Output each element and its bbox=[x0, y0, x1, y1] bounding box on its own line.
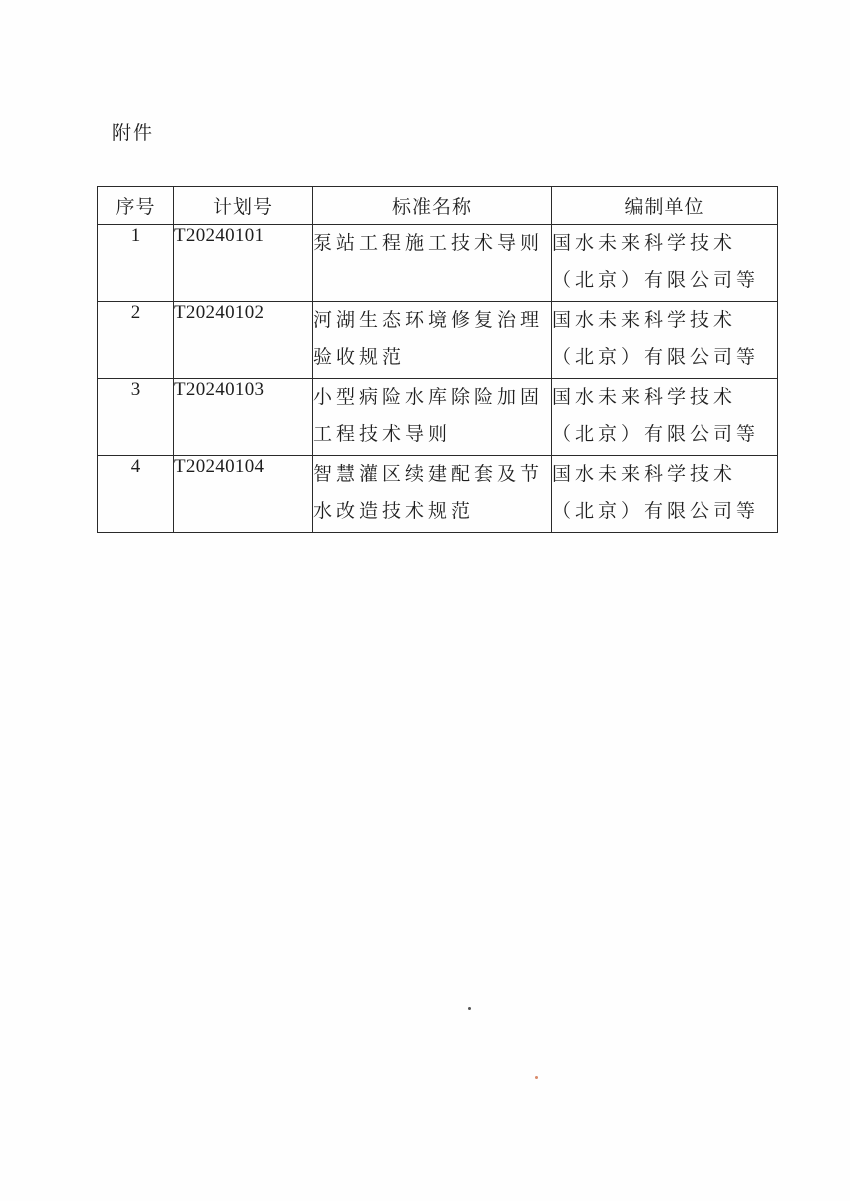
serial-number-cell: 1 bbox=[98, 225, 174, 302]
serial-number-cell: 3 bbox=[98, 379, 174, 456]
table-row bbox=[98, 302, 778, 379]
standard-name-cell: 泵站工程施工技术导则 bbox=[313, 225, 552, 302]
header-standard-name: 标准名称 bbox=[313, 187, 552, 225]
compiling-unit-cell: 国水未来科学技术（北京）有限公司等 bbox=[552, 456, 778, 533]
table-header-row bbox=[98, 187, 778, 225]
header-compiling-unit: 编制单位 bbox=[552, 187, 778, 225]
plan-number-cell: T20240103 bbox=[174, 379, 313, 456]
standard-name-cell: 河湖生态环境修复治理验收规范 bbox=[313, 302, 552, 379]
table-row bbox=[98, 225, 778, 302]
standards-table bbox=[97, 186, 778, 533]
standard-name-cell: 小型病险水库除险加固工程技术导则 bbox=[313, 379, 552, 456]
scan-speck bbox=[468, 1007, 471, 1010]
attachment-label: 附件 bbox=[112, 122, 155, 144]
header-serial-number: 序号 bbox=[98, 187, 174, 225]
table-row bbox=[98, 379, 778, 456]
scan-speck bbox=[535, 1076, 538, 1079]
compiling-unit-cell: 国水未来科学技术（北京）有限公司等 bbox=[552, 302, 778, 379]
plan-number-cell: T20240104 bbox=[174, 456, 313, 533]
standard-name-cell: 智慧灌区续建配套及节水改造技术规范 bbox=[313, 456, 552, 533]
serial-number-cell: 2 bbox=[98, 302, 174, 379]
table-row bbox=[98, 456, 778, 533]
compiling-unit-cell: 国水未来科学技术（北京）有限公司等 bbox=[552, 225, 778, 302]
plan-number-cell: T20240101 bbox=[174, 225, 313, 302]
compiling-unit-cell: 国水未来科学技术（北京）有限公司等 bbox=[552, 379, 778, 456]
header-plan-number: 计划号 bbox=[174, 187, 313, 225]
serial-number-cell: 4 bbox=[98, 456, 174, 533]
plan-number-cell: T20240102 bbox=[174, 302, 313, 379]
